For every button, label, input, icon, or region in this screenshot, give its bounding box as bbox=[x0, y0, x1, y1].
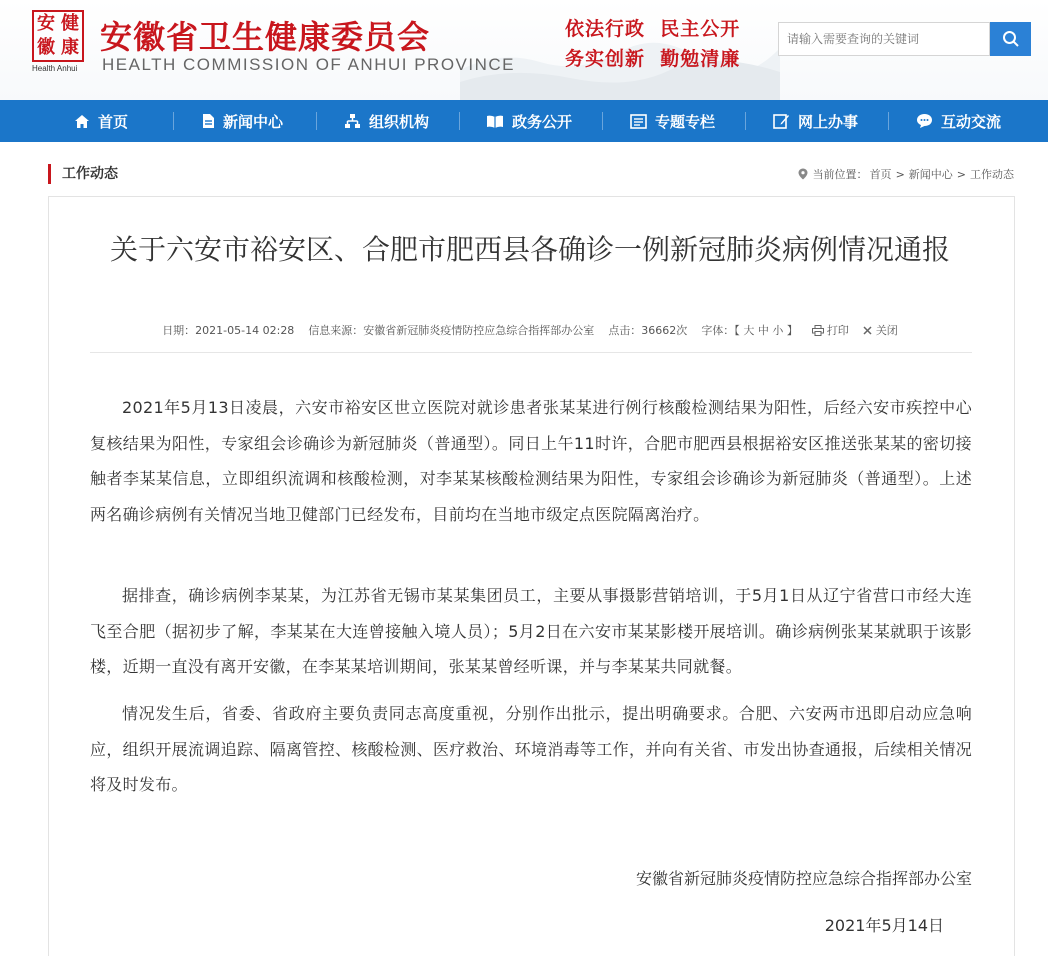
print-label: 打印 bbox=[826, 324, 849, 337]
nav-gov-affairs[interactable] bbox=[486, 100, 572, 142]
font-size-medium[interactable]: 中 bbox=[757, 324, 769, 337]
nav-divider bbox=[316, 112, 317, 130]
nav-label: 互动交流 bbox=[941, 112, 1002, 131]
org-chart-icon bbox=[344, 113, 361, 129]
search-input[interactable] bbox=[778, 22, 990, 56]
location-pin-icon bbox=[798, 168, 808, 180]
nav-label: 专题专栏 bbox=[655, 112, 716, 131]
nav-divider bbox=[602, 112, 603, 130]
article-meta bbox=[90, 320, 970, 340]
nav-online-service[interactable] bbox=[773, 100, 858, 142]
close-label: 关闭 bbox=[875, 324, 898, 337]
nav-divider bbox=[459, 112, 460, 130]
article-paragraph-1: 2021年5月13日凌晨，六安市裕安区世立医院对就诊患者张某某进行例行核酸检测结果为阳性，后经六安市疾控中心复核结果为阳性，专家组会诊确诊为新冠肺炎（普通型）。同日上午11时许，合肥市肥西县根据裕安区推送张某某的密切接触者李某某信息，立即组织流调和核酸检测，对李某某核酸检测结果为阳性，专家组会诊确诊为新冠肺炎（普通型）。上述两名确诊病例有关情况当地卫健部门已经发布，目前均在当地市级定点医院隔离治疗。 bbox=[90, 398, 972, 524]
article-title: 关于六安市裕安区、合肥市肥西县各确诊一例新冠肺炎病例情况通报 bbox=[109, 233, 950, 266]
article-signature: 安徽省新冠肺炎疫情防控应急综合指挥部办公室 bbox=[635, 869, 972, 888]
print-button[interactable] bbox=[812, 322, 849, 338]
nav-organization[interactable] bbox=[344, 100, 429, 142]
breadcrumb-news[interactable]: 新闻中心 bbox=[908, 168, 953, 181]
nav-topics[interactable] bbox=[630, 100, 715, 142]
book-icon bbox=[486, 114, 504, 129]
logo-char: 康 bbox=[61, 37, 79, 58]
meta-date: 日期：2021-05-14 02:28 bbox=[162, 324, 295, 337]
site-title: 安徽省卫生健康委员会 bbox=[100, 18, 431, 56]
breadcrumb-prefix: 当前位置： bbox=[812, 168, 868, 181]
meta-source: 信息来源：安徽省新冠肺炎疫情防控应急综合指挥部办公室 bbox=[308, 324, 595, 337]
search-button[interactable] bbox=[990, 22, 1031, 56]
nav-label: 新闻中心 bbox=[223, 112, 284, 131]
meta-divider bbox=[90, 352, 972, 353]
logo-char: 健 bbox=[61, 13, 79, 34]
printer-icon bbox=[812, 325, 824, 336]
board-icon bbox=[630, 114, 647, 129]
nav-label: 网上办事 bbox=[798, 112, 859, 131]
font-size-small[interactable]: 小 bbox=[772, 324, 784, 337]
font-size-close-bracket: 】 bbox=[786, 324, 798, 337]
main-nav bbox=[0, 100, 1048, 142]
document-icon bbox=[202, 113, 215, 129]
slogan-line-1: 依法行政 民主公开 bbox=[565, 18, 741, 40]
section-header bbox=[48, 162, 1016, 186]
nav-label: 首页 bbox=[98, 112, 129, 131]
site-title-english: HEALTH COMMISSION OF ANHUI PROVINCE bbox=[102, 55, 516, 74]
close-icon bbox=[863, 326, 872, 335]
chat-icon bbox=[916, 113, 933, 129]
nav-home[interactable] bbox=[74, 100, 128, 142]
search-icon bbox=[1002, 30, 1020, 48]
site-header bbox=[0, 0, 1048, 100]
home-icon bbox=[74, 114, 90, 129]
article-paragraph-3: 情况发生后，省委、省政府主要负责同志高度重视，分别作出批示，提出明确要求。合肥、六安两市迅即启动应急响应，组织开展流调追踪、隔离管控、核酸检测、医疗救治、环境消毒等工作，并向有关省、市发出协查通报，后续相关情况将及时发布。 bbox=[90, 704, 972, 794]
nav-interaction[interactable] bbox=[916, 100, 1001, 142]
nav-label: 政务公开 bbox=[512, 112, 573, 131]
breadcrumb-current[interactable]: 工作动态 bbox=[970, 168, 1014, 181]
breadcrumb bbox=[798, 166, 1016, 182]
meta-clicks: 点击：36662次 bbox=[608, 324, 688, 337]
logo-char: 安 bbox=[37, 13, 55, 34]
logo-emblem bbox=[32, 10, 84, 62]
article-sign-date: 2021年5月14日 bbox=[824, 916, 944, 935]
article-paragraph-2: 据排查，确诊病例李某某，为江苏省无锡市某某集团员工，主要从事摄影营销培训，于5月1日从辽宁省营口市经大连飞至合肥（据初步了解，李某某在大连曾接触入境人员）；5月2日在六安市某某影楼开展培训。确诊病例张某某就职于该影楼，近期一直没有离开安徽，在李某某培训期间，张某某曾经听课，并与李某某共同就餐。 bbox=[90, 586, 972, 676]
slogan-line-2: 务实创新 勤勉清廉 bbox=[565, 48, 741, 70]
nav-news[interactable] bbox=[202, 100, 283, 142]
nav-divider bbox=[888, 112, 889, 130]
search-box bbox=[778, 22, 1031, 56]
logo-subtitle: Health Anhui bbox=[32, 64, 78, 73]
section-tag: 工作动态 bbox=[48, 164, 118, 184]
nav-divider bbox=[173, 112, 174, 130]
font-size-label: 字体：【 bbox=[701, 324, 740, 337]
article-card bbox=[48, 196, 1015, 956]
site-logo[interactable] bbox=[32, 10, 88, 74]
edit-icon bbox=[773, 113, 790, 129]
font-size-control bbox=[701, 322, 798, 338]
nav-label: 组织机构 bbox=[369, 112, 430, 131]
logo-char: 徽 bbox=[37, 37, 55, 58]
close-button[interactable] bbox=[863, 322, 898, 338]
breadcrumb-separator: > bbox=[895, 167, 905, 181]
nav-divider bbox=[745, 112, 746, 130]
breadcrumb-home[interactable]: 首页 bbox=[869, 168, 892, 181]
font-size-large[interactable]: 大 bbox=[743, 324, 755, 337]
breadcrumb-separator: > bbox=[956, 167, 966, 181]
